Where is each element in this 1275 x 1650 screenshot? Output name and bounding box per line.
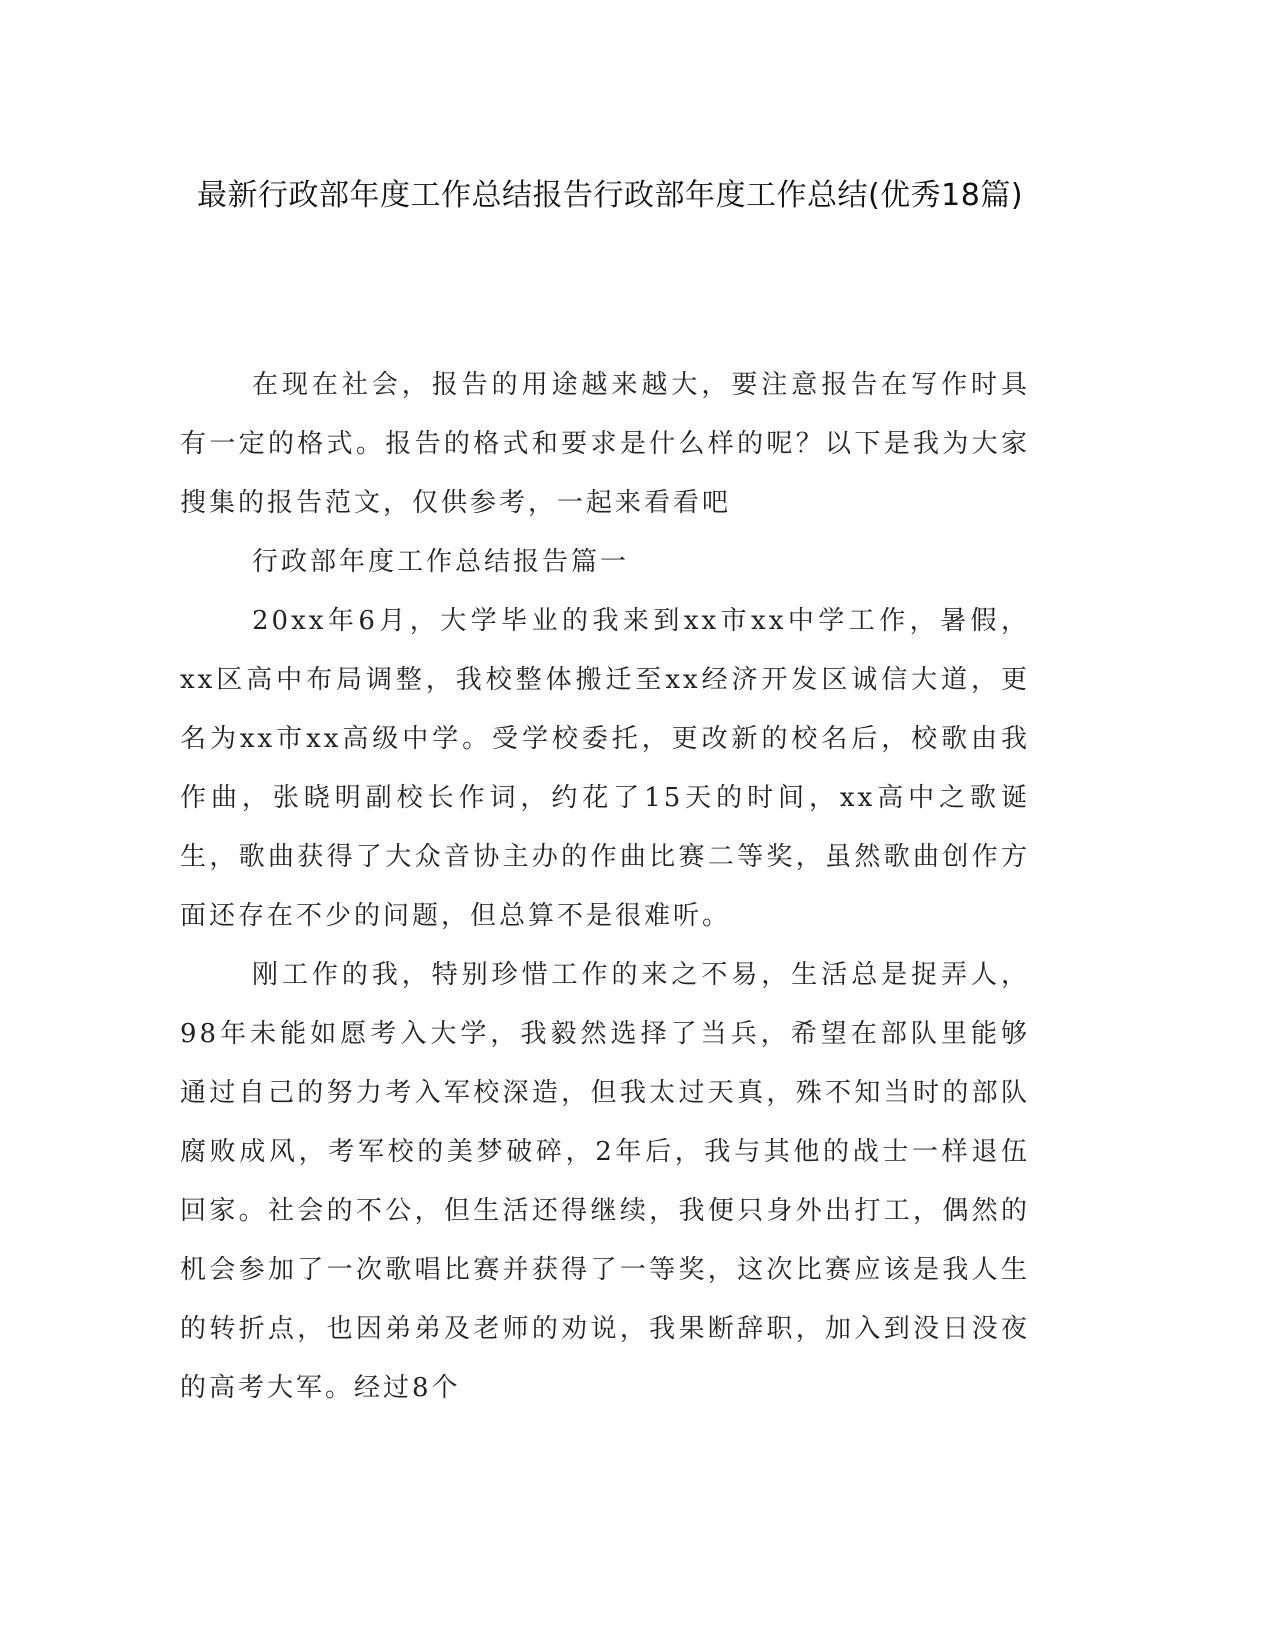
intro-paragraph: 在现在社会，报告的用途越来越大，要注意报告在写作时具有一定的格式。报告的格式和要求是什么样的呢？以下是我为大家搜集的报告范文，仅供参考，一起来看看吧 — [180, 370, 1030, 518]
section-heading: 行政部年度工作总结报告篇一 — [252, 547, 630, 577]
body-paragraph: 20xx年6月，大学毕业的我来到xx市xx中学工作，暑假，xx区高中布局调整，我校整体搬迁至xx经济开发区诚信大道，更名为xx市xx高级中学。受学校委托，更改新的校名后，校歌由我作曲，张晓明副校长作词，约花了15天的时间，xx高中之歌诞生，歌曲获得了大众音协主办的作曲比赛二等奖，虽然歌曲创作方面还存在不少的问题，但总算不是很难听。 — [180, 606, 1030, 931]
document-title: 最新行政部年度工作总结报告行政部年度工作总结(优秀18篇) — [196, 178, 1024, 213]
document-body — [180, 356, 1030, 1418]
body-paragraph: 刚工作的我，特别珍惜工作的来之不易，生活总是捉弄人，98年未能如愿考入大学，我毅然选择了当兵，希望在部队里能够通过自己的努力考入军校深造，但我太过天真，殊不知当时的部队腐败成风，考军校的美梦破碎，2年后，我与其他的战士一样退伍回家。社会的不公，但生活还得继续，我便只身外出打工，偶然的机会参加了一次歌唱比赛并获得了一等奖，这次比赛应该是我人生的转折点，也因弟弟及老师的劝说，我果断辞职，加入到没日没夜的高考大军。经过8个 — [180, 960, 1030, 1403]
